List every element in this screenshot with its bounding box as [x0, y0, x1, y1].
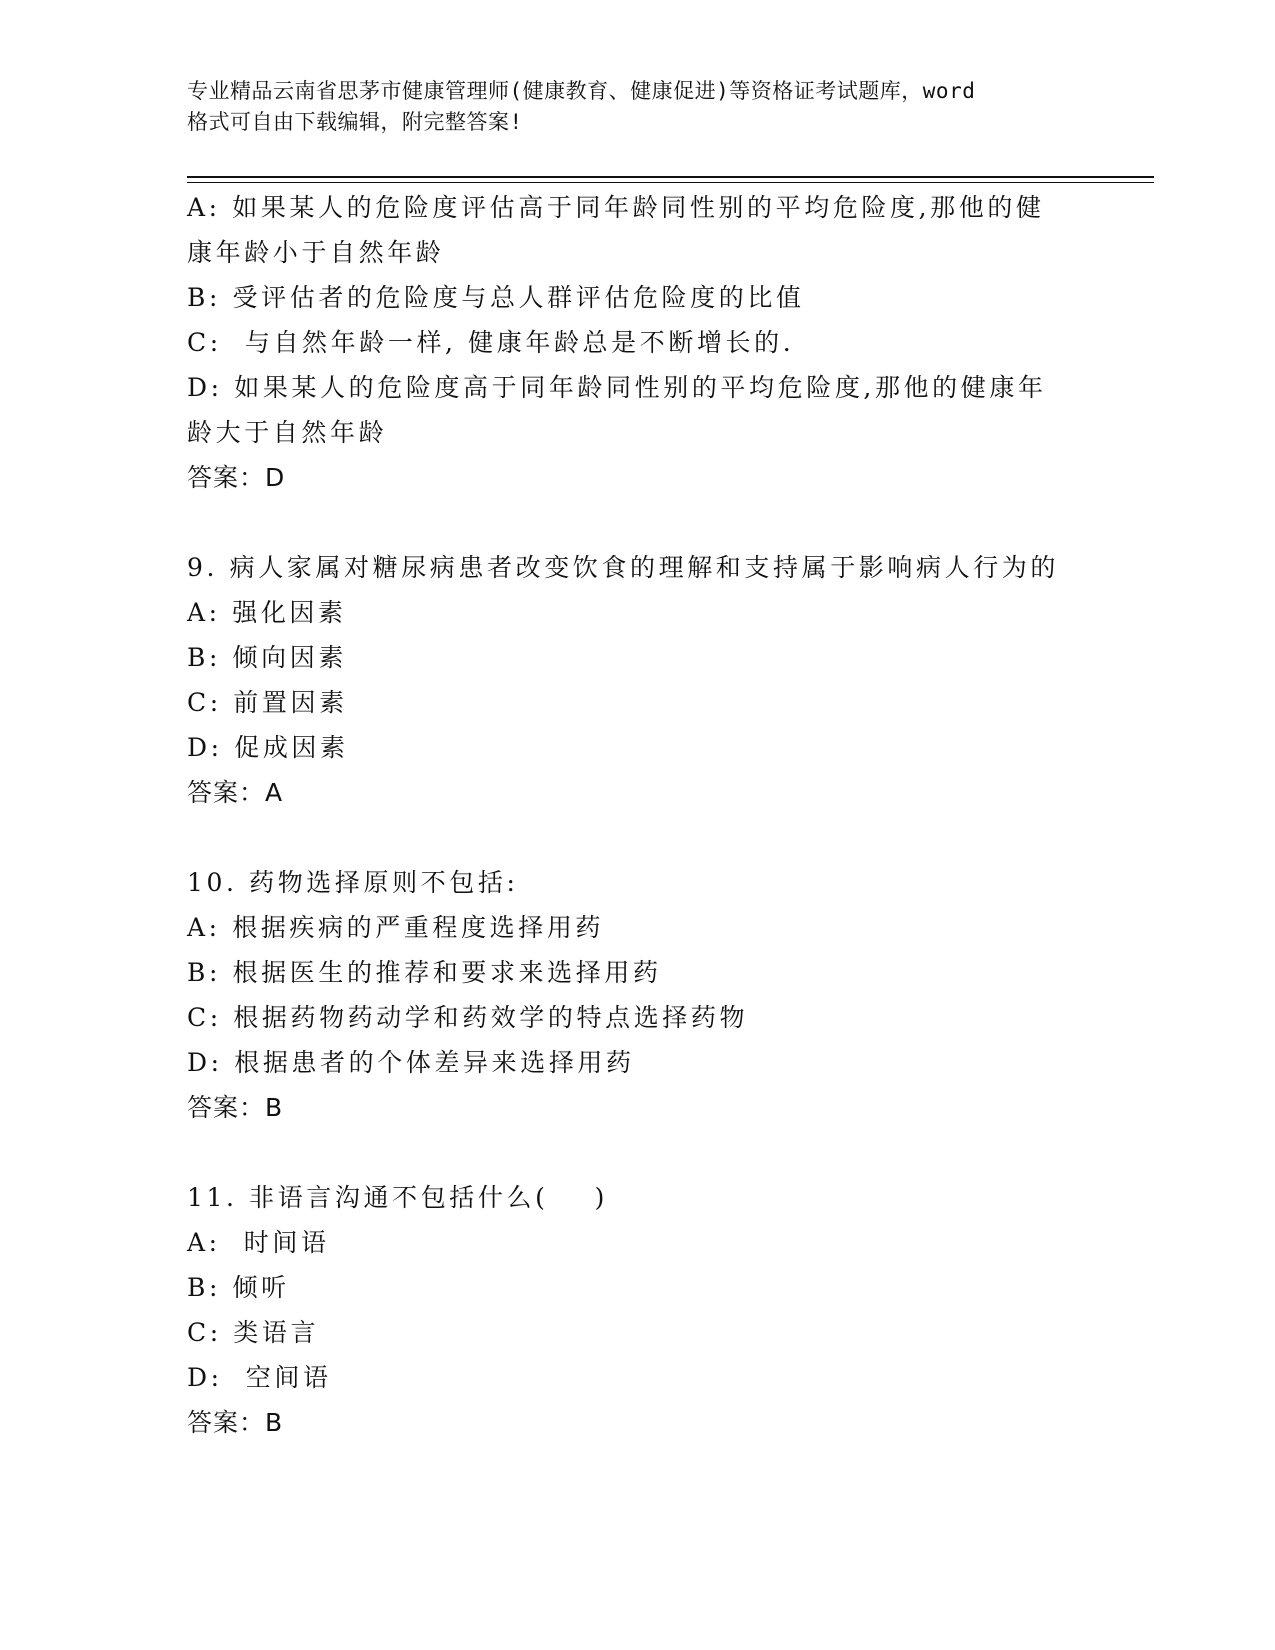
- document-header: [187, 76, 1087, 138]
- q10-option-d: D: 根据患者的个体差异来选择用药: [187, 1048, 635, 1077]
- q9-option-c: C: 前置因素: [187, 688, 348, 717]
- q8-option-c: C: 与自然年龄一样, 健康年龄总是不断增长的.: [187, 328, 795, 357]
- q8-option-a-line1: A: 如果某人的危险度评估高于同年龄同性别的平均危险度,那他的健: [187, 193, 1045, 222]
- header-line-1: 专业精品云南省思茅市健康管理师(健康教育、健康促进)等资格证考试题库，word: [187, 79, 976, 103]
- q8-option-d-line2: 龄大于自然年龄: [187, 418, 388, 447]
- q10-answer: 答案：B: [187, 1093, 284, 1122]
- q8-option-d-line1: D: 如果某人的危险度高于同年龄同性别的平均危险度,那他的健康年: [187, 373, 1047, 402]
- q11-option-d: D: 空间语: [187, 1363, 332, 1392]
- header-divider-thin: [187, 182, 1154, 183]
- q9-answer: 答案：A: [187, 778, 284, 807]
- q9-option-a: A: 强化因素: [187, 598, 347, 627]
- q9-option-b: B: 倾向因素: [187, 643, 347, 672]
- q11-option-c: C: 类语言: [187, 1318, 320, 1347]
- q9-option-d: D: 促成因素: [187, 733, 349, 762]
- q10-option-a: A: 根据疾病的严重程度选择用药: [187, 913, 605, 942]
- header-line-2: 格式可自由下载编辑，附完整答案!: [187, 110, 523, 134]
- q11-answer: 答案：B: [187, 1408, 284, 1437]
- q10-question: 10. 药物选择原则不包括:: [187, 868, 519, 897]
- q8-option-b: B: 受评估者的危险度与总人群评估危险度的比值: [187, 283, 805, 312]
- q11-option-b: B: 倾听: [187, 1273, 290, 1302]
- q10-option-b: B: 根据医生的推荐和要求来选择用药: [187, 958, 662, 987]
- header-divider-thick: [187, 176, 1154, 178]
- q9-question: 9. 病人家属对糖尿病患者改变饮食的理解和支持属于影响病人行为的: [187, 553, 1060, 582]
- q8-option-a-line2: 康年龄小于自然年龄: [187, 238, 445, 267]
- q11-option-a: A: 时间语: [187, 1228, 330, 1257]
- q11-question: 11. 非语言沟通不包括什么( ): [187, 1183, 608, 1212]
- q8-answer: 答案：D: [187, 463, 286, 492]
- q10-option-c: C: 根据药物药动学和药效学的特点选择药物: [187, 1003, 749, 1032]
